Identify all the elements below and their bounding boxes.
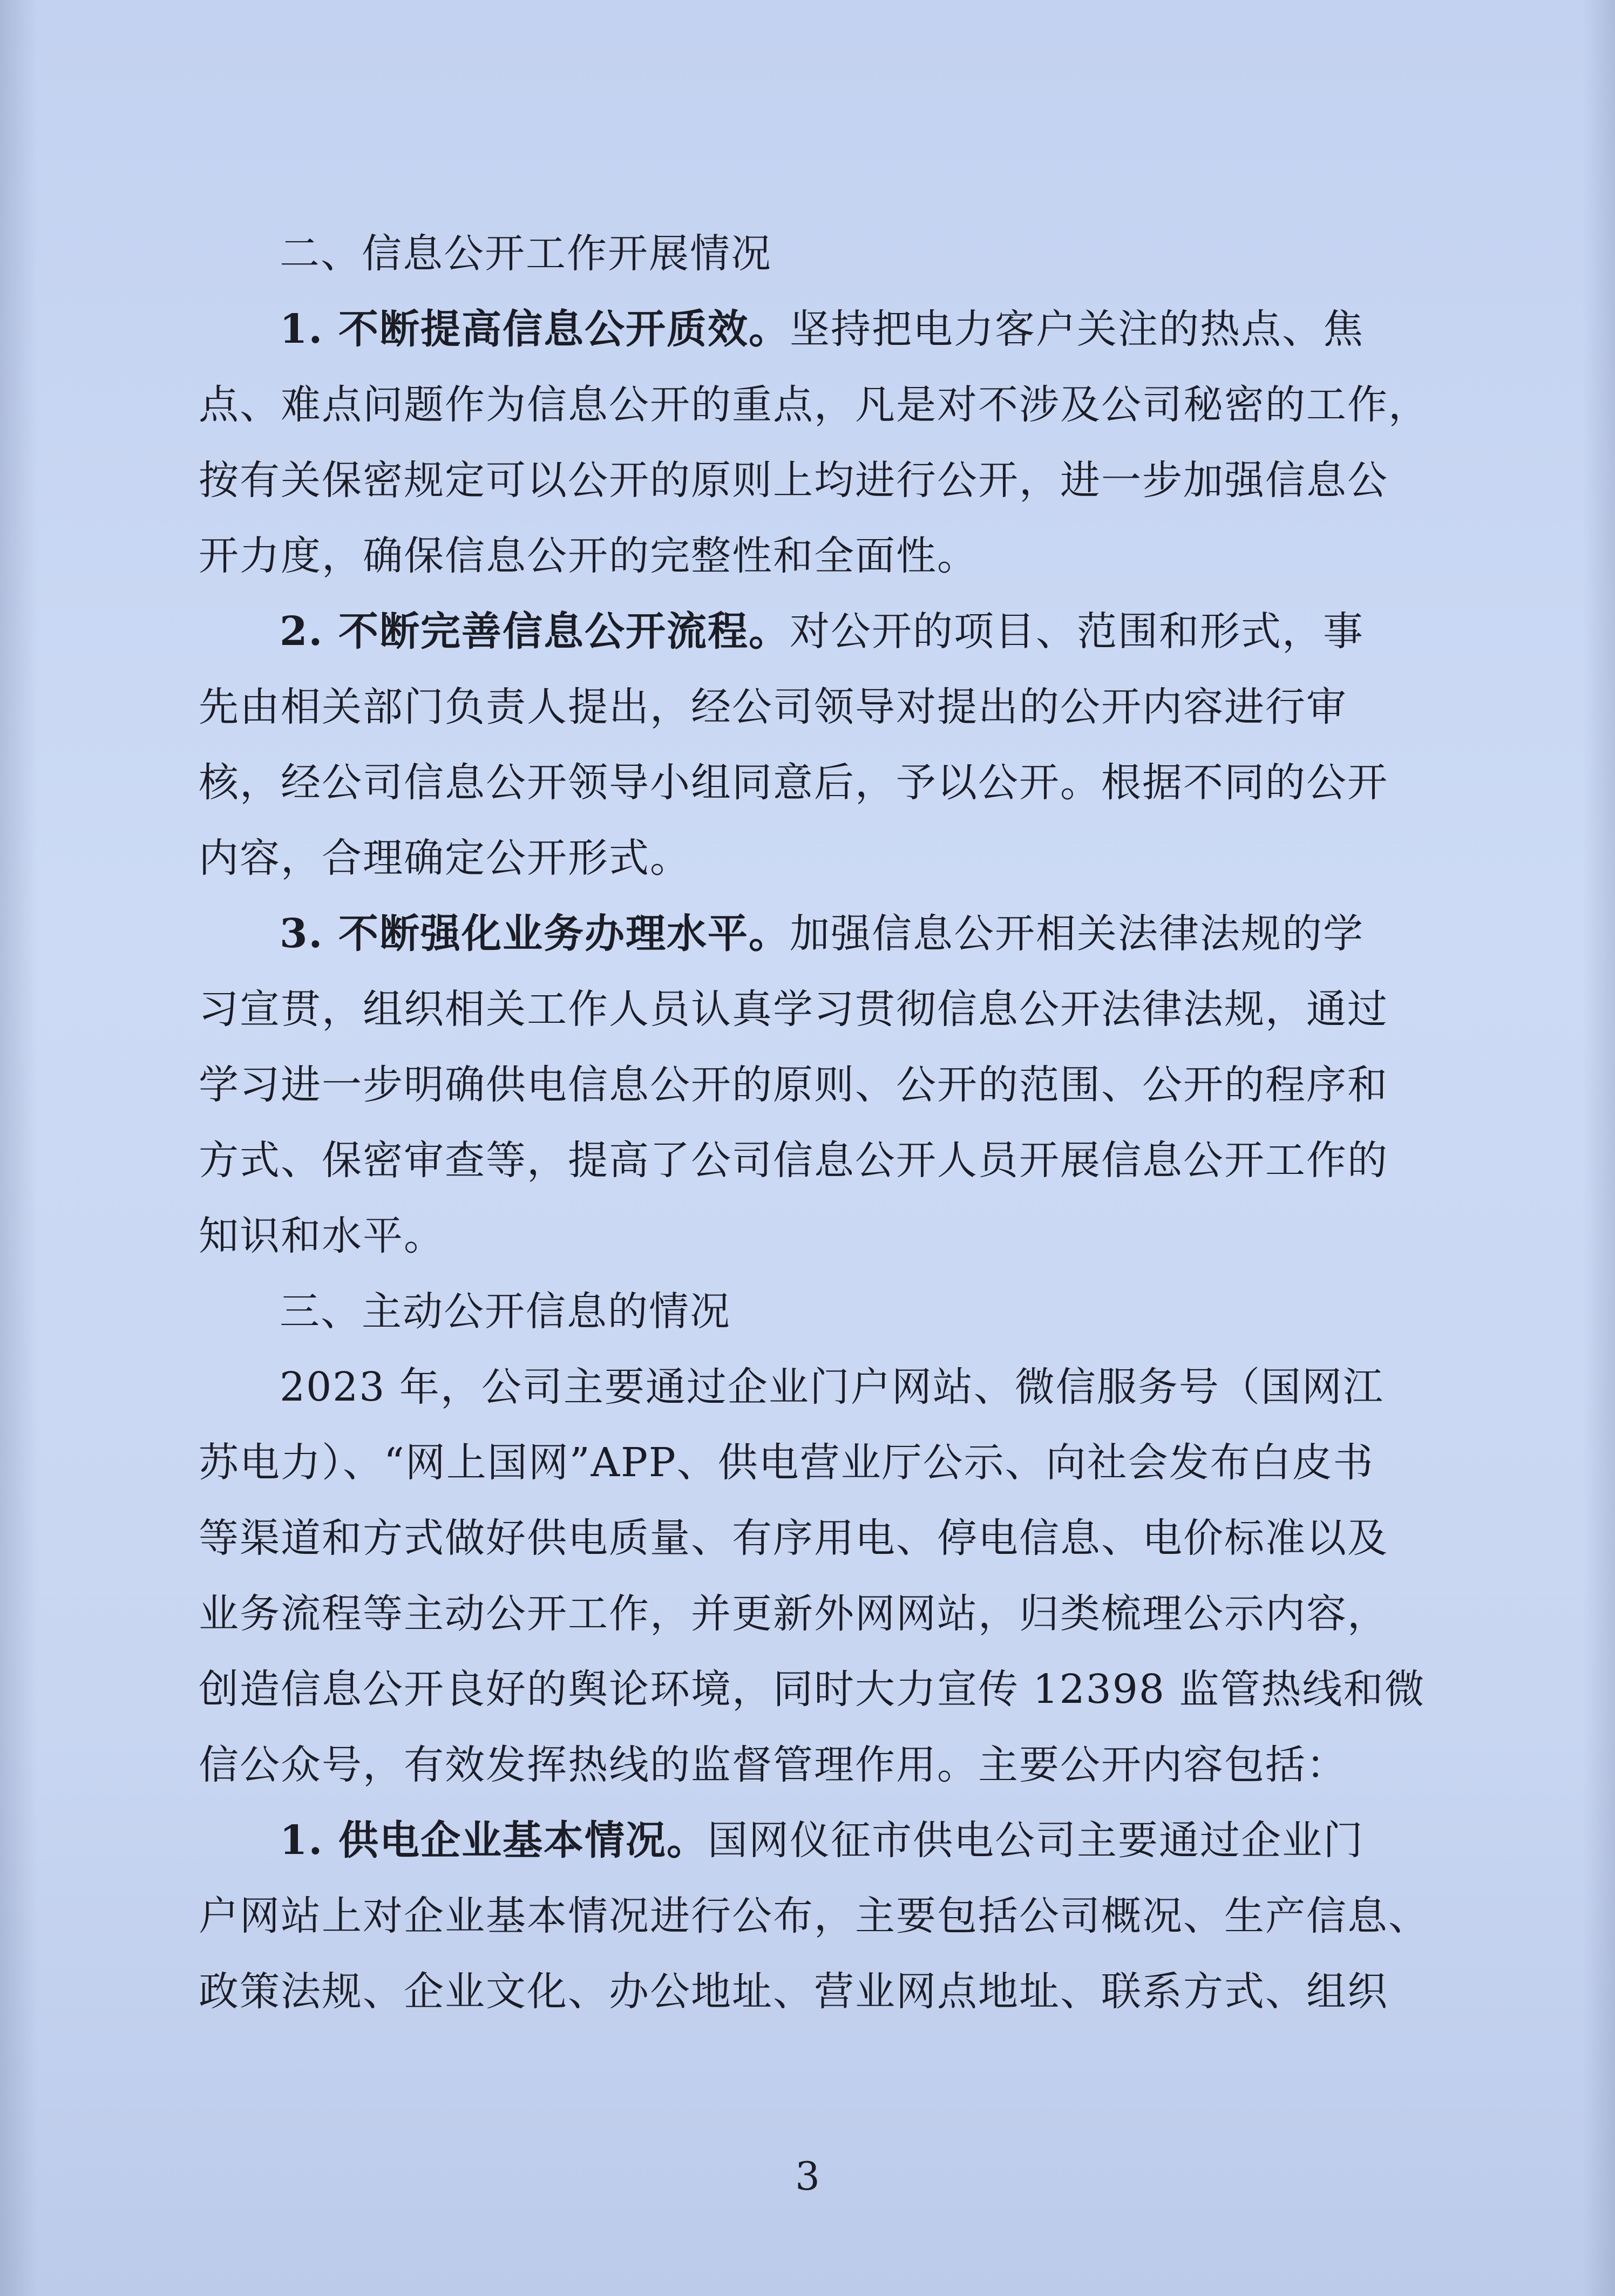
paragraph-line: 开力度，确保信息公开的完整性和全面性。 xyxy=(199,533,978,579)
paragraph-line: 业务流程等主动公开工作，并更新外网网站，归类梳理公示内容， xyxy=(199,1591,1388,1637)
item-heading: 2. 不断完善信息公开流程。 xyxy=(280,608,790,655)
item-heading: 1. 不断提高信息公开质效。 xyxy=(280,306,790,352)
paragraph-line: 习宣贯，组织相关工作人员认真学习贯彻信息公开法律法规，通过 xyxy=(199,986,1388,1032)
paragraph-line: 信公众号，有效发挥热线的监督管理作用。主要公开内容包括： xyxy=(199,1742,1347,1788)
paragraph-line: 政策法规、企业文化、办公地址、营业网点地址、联系方式、组织 xyxy=(199,1968,1388,2015)
paragraph-line: 苏电力）、“网上国网”APP、供电营业厅公示、向社会发布白皮书 xyxy=(199,1439,1374,1486)
paragraph-line: 内容，合理确定公开形式。 xyxy=(199,835,691,881)
paragraph-line: 先由相关部门负责人提出，经公司领导对提出的公开内容进行审 xyxy=(199,684,1347,730)
paragraph-line: 学习进一步明确供电信息公开的原则、公开的范围、公开的程序和 xyxy=(199,1062,1388,1108)
paragraph-line: 等渠道和方式做好供电质量、有序用电、停电信息、电价标准以及 xyxy=(199,1515,1388,1561)
section-heading-2: 二、信息公开工作开展情况 xyxy=(280,230,772,277)
paragraph-line: 方式、保密审查等，提高了公司信息公开人员开展信息公开工作的 xyxy=(199,1137,1388,1184)
paragraph-line: 知识和水平。 xyxy=(199,1213,445,1259)
paragraph-line: 2023 年，公司主要通过企业门户网站、微信服务号（国网江 xyxy=(280,1364,1384,1410)
paragraph-line xyxy=(199,594,1440,669)
paragraph-line xyxy=(199,896,1440,972)
paragraph-line: 按有关保密规定可以公开的原则上均进行公开，进一步加强信息公 xyxy=(199,457,1388,504)
item-text: 对公开的项目、范围和形式，事 xyxy=(790,608,1365,655)
item-text: 加强信息公开相关法律法规的学 xyxy=(790,911,1365,957)
item-heading: 3. 不断强化业务办理水平。 xyxy=(280,911,790,957)
paragraph-line: 户网站上对企业基本情况进行公布，主要包括公司概况、生产信息、 xyxy=(199,1893,1429,1939)
item-text: 国网仪征市供电公司主要通过企业门 xyxy=(708,1817,1365,1864)
item-text: 坚持把电力客户关注的热点、焦 xyxy=(790,306,1365,352)
paragraph-line: 点、难点问题作为信息公开的重点，凡是对不涉及公司秘密的工作， xyxy=(199,382,1429,428)
paragraph-line: 创造信息公开良好的舆论环境，同时大力宣传 12398 监管热线和微 xyxy=(199,1666,1426,1713)
page-shadow-left xyxy=(0,0,38,2296)
document-body xyxy=(199,216,1440,2029)
section-heading-3: 三、主动公开信息的情况 xyxy=(280,1288,731,1335)
page-shadow-right xyxy=(1583,0,1615,2296)
page-number: 3 xyxy=(795,2154,820,2199)
paragraph-line xyxy=(199,1803,1440,1878)
paragraph-line xyxy=(199,291,1440,367)
item-heading: 1. 供电企业基本情况。 xyxy=(280,1817,708,1864)
paragraph-line: 核，经公司信息公开领导小组同意后，予以公开。根据不同的公开 xyxy=(199,759,1388,806)
